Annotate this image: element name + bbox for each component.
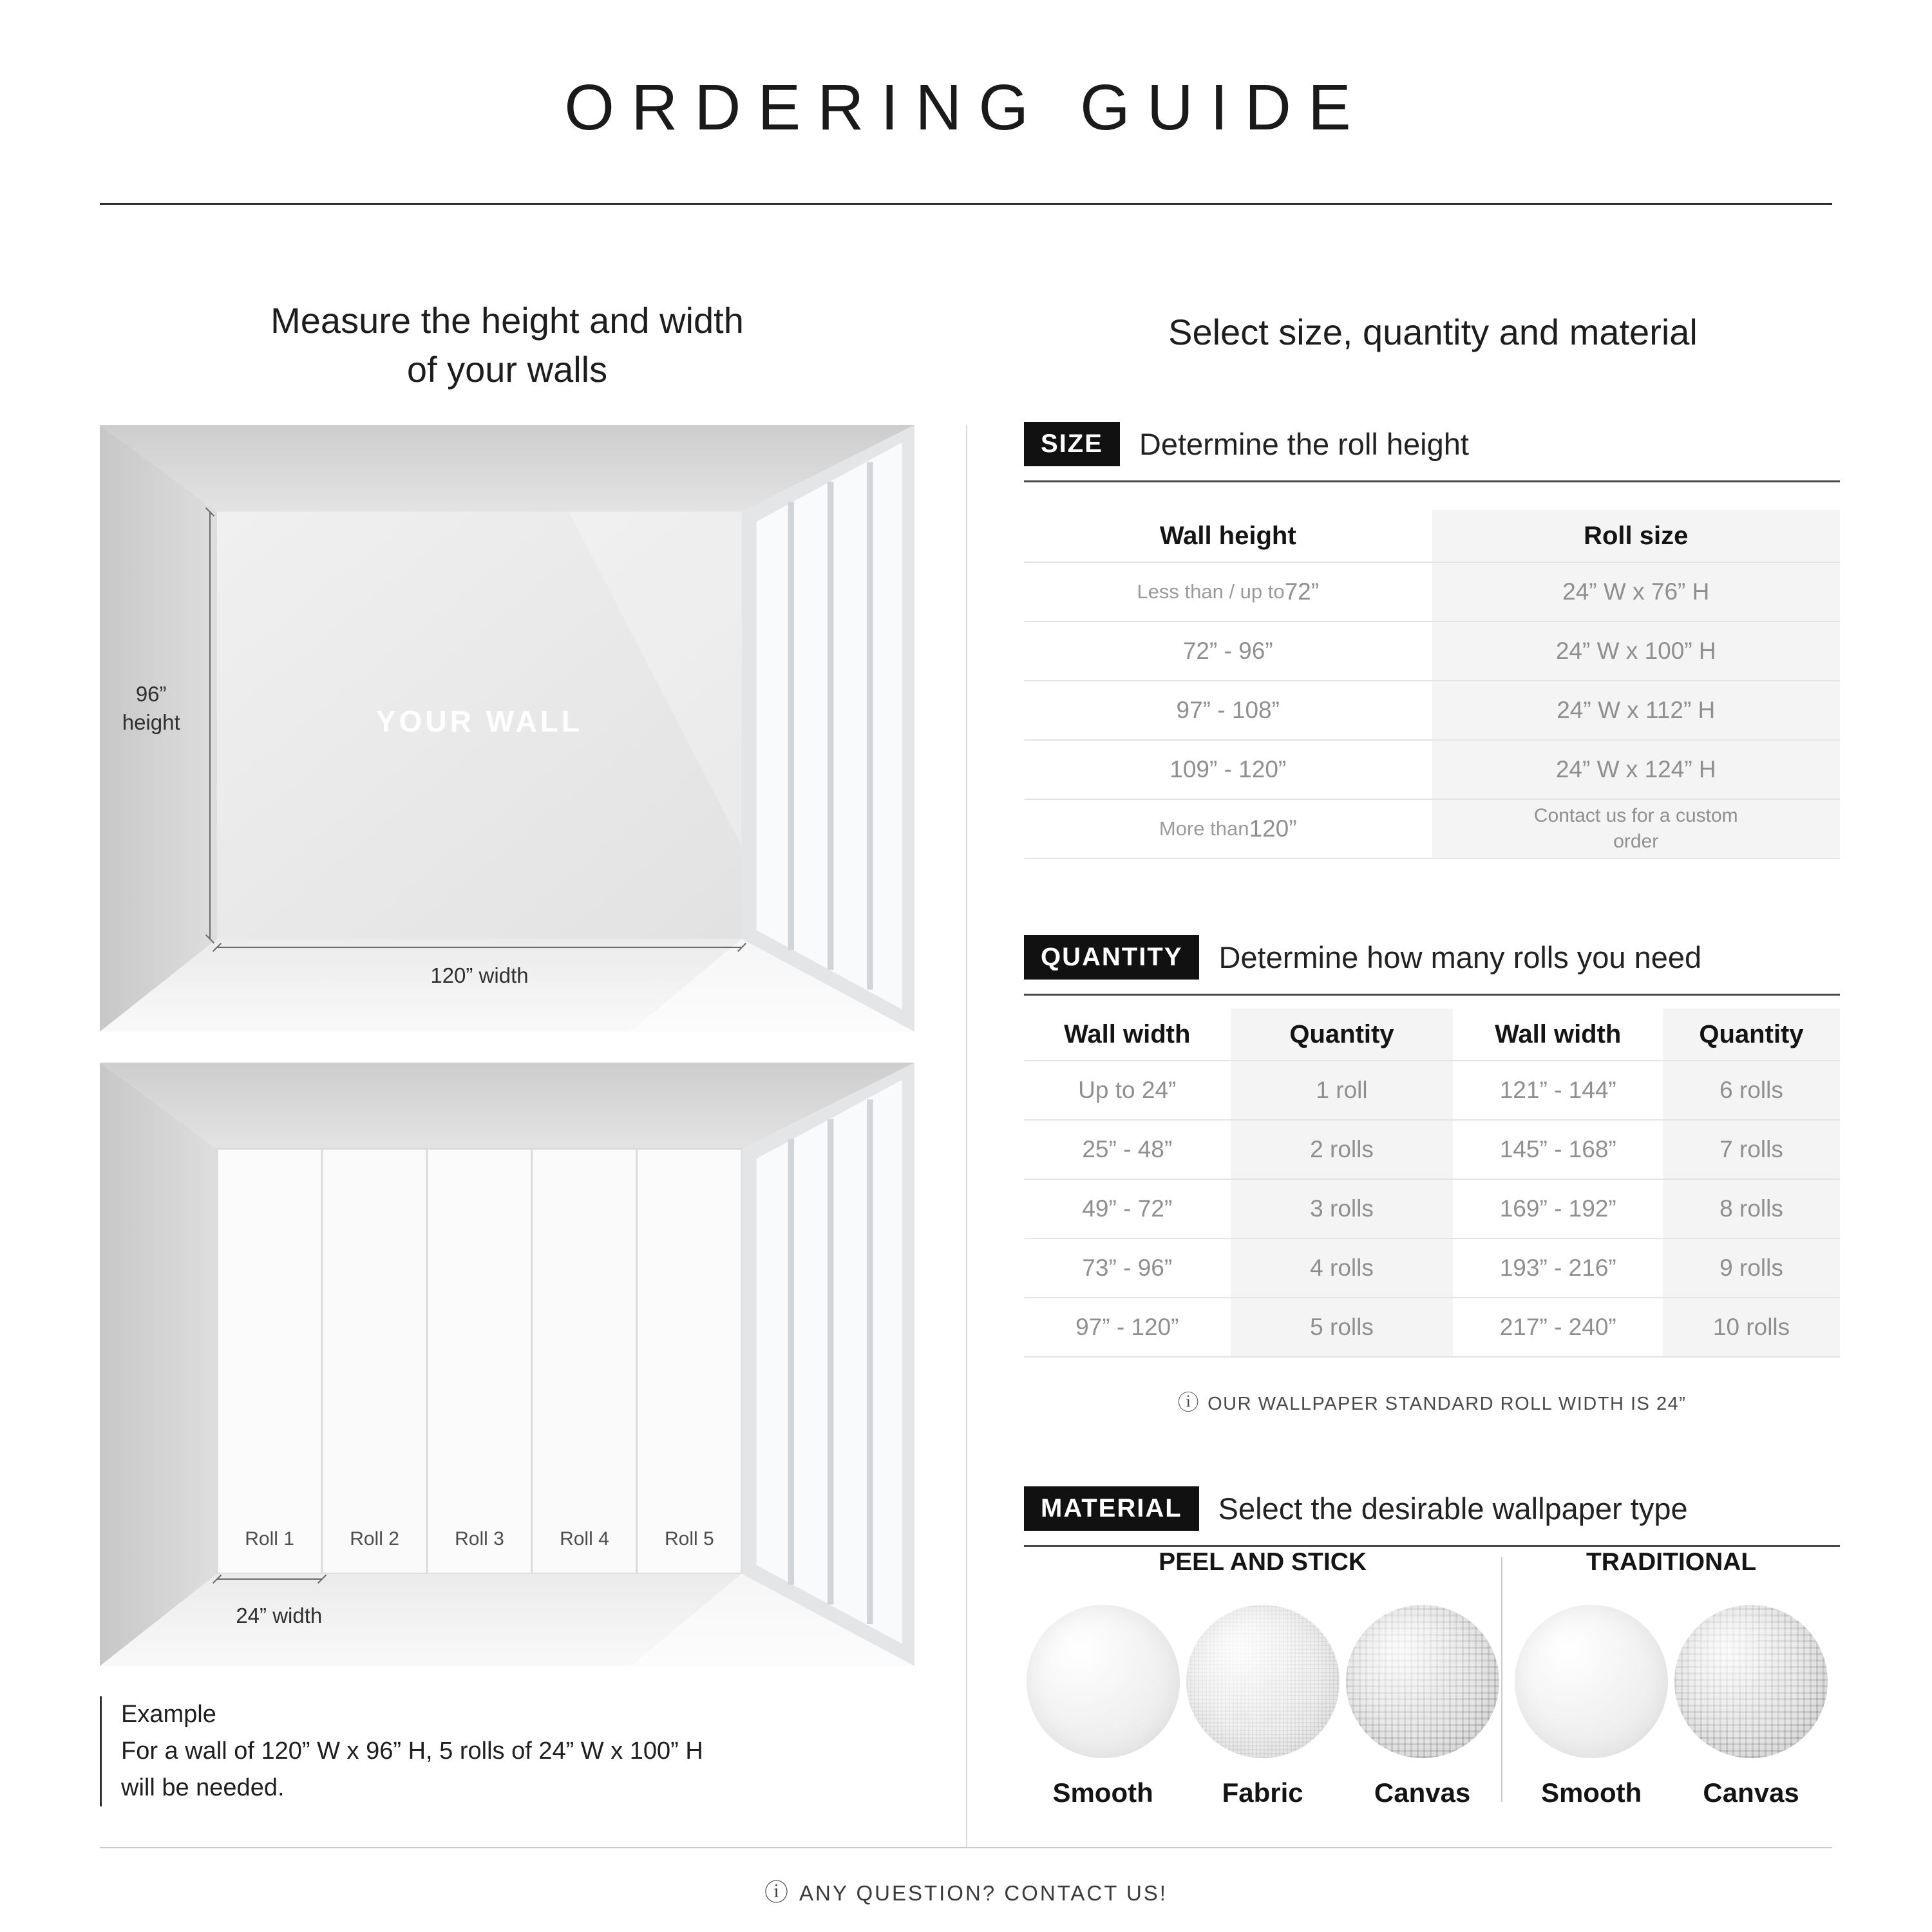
swatch-smooth (1515, 1605, 1668, 1808)
quantity-cell: 6 rolls (1663, 1061, 1840, 1119)
size-table-row (1024, 741, 1840, 800)
quantity-subtitle: Determine how many rolls you need (1218, 940, 1702, 974)
material-section-header (1024, 1486, 1840, 1547)
size-table-row (1024, 681, 1840, 741)
width-dimension-line (217, 947, 742, 948)
title-divider (100, 203, 1832, 205)
quantity-badge: QUANTITY (1024, 935, 1199, 980)
height-dimension-line (209, 512, 211, 939)
qty-header-wall-width-2: Wall width (1495, 1019, 1622, 1048)
height-label (100, 680, 202, 737)
your-wall-label: YOUR WALL (375, 705, 583, 739)
swatch-canvas (1674, 1605, 1828, 1808)
roll-1-label: Roll 1 (245, 1528, 294, 1550)
quantity-section-header (1024, 935, 1840, 996)
roll-size-cell: 24” W x 112” H (1432, 681, 1841, 739)
quantity-table-row (1024, 1180, 1840, 1239)
swatch-label: Canvas (1374, 1777, 1471, 1808)
peel-and-stick-title: PEEL AND STICK (1159, 1548, 1367, 1576)
height-word: height (122, 710, 180, 735)
roll-4-label: Roll 4 (560, 1528, 609, 1550)
footer-text: ANY QUESTION? CONTACT US! (799, 1881, 1168, 1905)
traditional-title: TRADITIONAL (1586, 1548, 1757, 1576)
material-group-traditional (1502, 1548, 1840, 1808)
quantity-cell: 4 rolls (1231, 1239, 1454, 1297)
quantity-cell: 5 rolls (1231, 1298, 1454, 1356)
roll-5-label: Roll 5 (665, 1528, 714, 1550)
roll-size-cell: Contact us for a custom order (1432, 800, 1841, 858)
wall-width-cell: 217” - 240” (1499, 1314, 1616, 1340)
roll-width-note (1024, 1386, 1840, 1416)
roll-width-dimension-line (217, 1578, 322, 1580)
size-badge: SIZE (1024, 422, 1120, 466)
example-block (100, 1696, 914, 1806)
quantity-cell: 1 roll (1231, 1061, 1454, 1119)
quantity-cell: 8 rolls (1663, 1180, 1840, 1238)
roll-size-cell: 24” W x 100” H (1432, 622, 1841, 680)
size-table-row (1024, 622, 1840, 681)
info-icon: ⓘ (1177, 1390, 1200, 1414)
smooth-texture-disc (1027, 1605, 1180, 1758)
room-2-drawing (100, 1063, 914, 1666)
example-line2: will be needed. (121, 1774, 285, 1801)
quantity-table-header-row (1024, 1009, 1840, 1061)
wall-width-cell: 193” - 216” (1499, 1255, 1616, 1281)
canvas-texture-disc (1674, 1605, 1828, 1758)
traditional-swatches (1515, 1605, 1828, 1808)
info-icon: ⓘ (764, 1879, 791, 1906)
size-table (1024, 510, 1840, 859)
room-illustration-rolls (100, 1063, 914, 1666)
swatch-label: Smooth (1052, 1777, 1153, 1808)
quantity-table (1024, 1009, 1840, 1358)
quantity-table-row (1024, 1121, 1840, 1180)
roll-labels-row (217, 1528, 742, 1550)
swatch-fabric (1186, 1605, 1340, 1808)
wall-width-cell: 97” - 120” (1075, 1314, 1179, 1340)
height-value: 96” (135, 681, 167, 706)
quantity-table-row (1024, 1239, 1840, 1298)
roll-note-text: OUR WALLPAPER STANDARD ROLL WIDTH IS 24” (1208, 1394, 1687, 1414)
material-subtitle: Select the desirable wallpaper type (1218, 1492, 1688, 1526)
size-subtitle: Determine the roll height (1139, 427, 1469, 461)
material-group-peel-and-stick (1024, 1548, 1501, 1808)
canvas-texture-disc (1346, 1605, 1499, 1758)
swatch-smooth (1027, 1605, 1180, 1808)
footer-note (0, 1873, 1932, 1908)
left-heading-line1: Measure the height and width (270, 300, 744, 341)
quantity-cell: 9 rolls (1663, 1239, 1840, 1297)
column-divider (966, 425, 967, 1847)
swatch-label: Smooth (1540, 1777, 1642, 1808)
material-badge: MATERIAL (1024, 1486, 1199, 1531)
fabric-texture-disc (1186, 1605, 1340, 1758)
size-table-row (1024, 800, 1840, 859)
example-line1: For a wall of 120” W x 96” H, 5 rolls of 24” W x 100” H (121, 1738, 703, 1765)
roll-width-label: 24” width (236, 1603, 323, 1627)
wall-width-cell: 121” - 144” (1499, 1077, 1616, 1103)
wall-height-cell: 72” - 96” (1182, 638, 1273, 664)
smooth-texture-disc (1515, 1605, 1668, 1758)
quantity-cell: 3 rolls (1231, 1180, 1454, 1238)
qty-header-wall-width-1: Wall width (1064, 1019, 1191, 1048)
material-groups (1024, 1548, 1840, 1808)
wall-width-cell: 49” - 72” (1082, 1195, 1173, 1222)
quantity-cell: 10 rolls (1663, 1298, 1840, 1356)
left-column-heading (100, 296, 914, 393)
size-section-header (1024, 422, 1840, 482)
footer-divider (100, 1847, 1832, 1848)
page-title: ORDERING GUIDE (564, 71, 1368, 144)
wall-height-cell: Less than / up to 72” (1137, 578, 1320, 605)
wall-height-cell: 109” - 120” (1170, 756, 1287, 782)
roll-2-label: Roll 2 (350, 1528, 399, 1550)
wall-width-cell: 169” - 192” (1499, 1195, 1616, 1222)
room-illustration-your-wall (100, 425, 914, 1032)
quantity-table-row (1024, 1061, 1840, 1121)
left-heading-line2: of your walls (406, 348, 608, 390)
quantity-table-row (1024, 1298, 1840, 1358)
roll-size-cell: 24” W x 76” H (1432, 563, 1841, 621)
quantity-cell: 2 rolls (1231, 1121, 1454, 1179)
right-column-heading: Select size, quantity and material (1168, 312, 1698, 352)
swatch-label: Fabric (1222, 1777, 1303, 1808)
wall-width-cell: 25” - 48” (1082, 1136, 1173, 1162)
size-header-roll-size: Roll size (1432, 510, 1841, 562)
qty-header-quantity-1: Quantity (1231, 1009, 1454, 1060)
swatch-label: Canvas (1703, 1777, 1799, 1808)
qty-header-quantity-2: Quantity (1663, 1009, 1840, 1060)
size-table-header-row (1024, 510, 1840, 563)
peel-and-stick-swatches (1027, 1605, 1499, 1808)
roll-3-label: Roll 3 (455, 1528, 504, 1550)
quantity-cell: 7 rolls (1663, 1121, 1840, 1179)
swatch-canvas (1346, 1605, 1499, 1808)
wall-height-cell: More than 120” (1159, 815, 1297, 842)
size-table-row (1024, 563, 1840, 622)
wall-width-cell: 73” - 96” (1082, 1255, 1173, 1281)
wall-height-cell: 97” - 108” (1176, 697, 1280, 723)
example-title: Example (121, 1701, 216, 1728)
size-header-wall-height: Wall height (1159, 521, 1296, 550)
width-label: 120” width (430, 963, 529, 988)
wall-width-cell: 145” - 168” (1499, 1136, 1616, 1162)
wall-width-cell: Up to 24” (1078, 1077, 1177, 1103)
roll-size-cell: 24” W x 124” H (1432, 741, 1841, 799)
